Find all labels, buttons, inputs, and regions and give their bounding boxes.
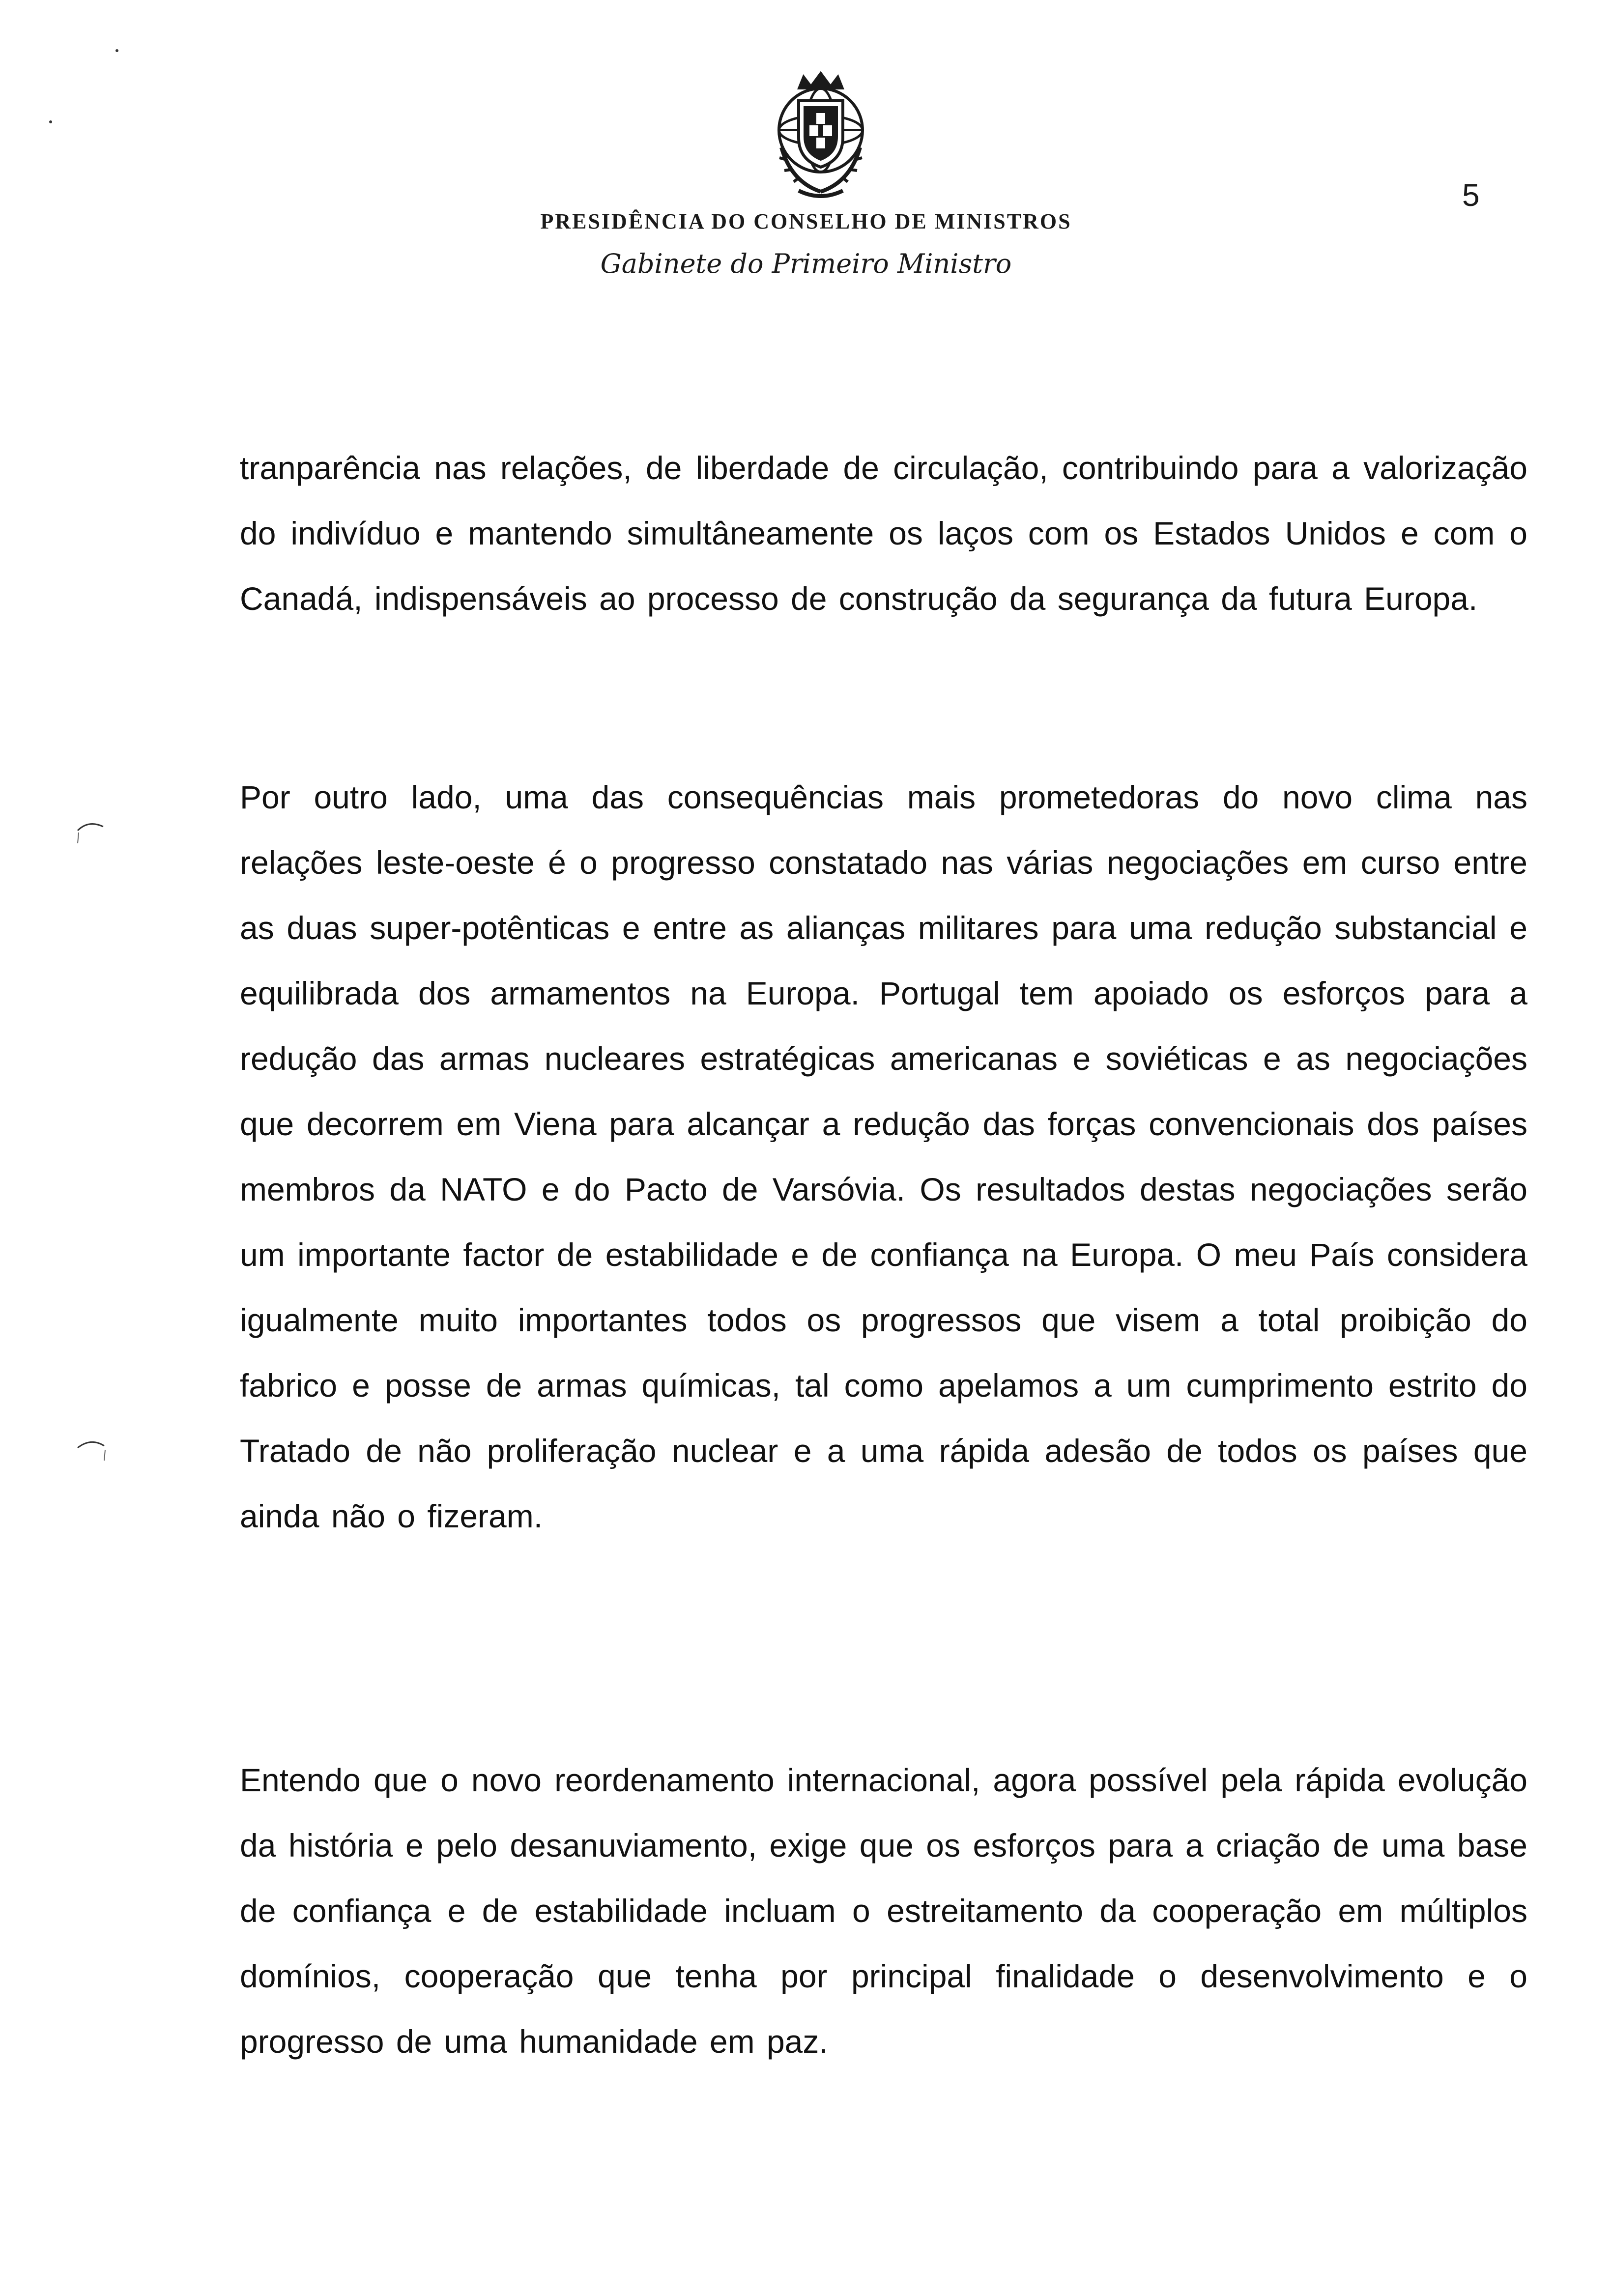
institution-name: PRESIDÊNCIA DO CONSELHO DE MINISTROS: [540, 209, 1072, 233]
page-number: 5: [1462, 177, 1480, 213]
body-paragraph-1: tranparência nas relações, de liberdade de circulação, contribuindo para a valorização do indivíduo e mantendo simultâneamente os laços com os Estados Unidos e com o Canadá, indispensáveis ao processo de construção da segurança da futura Europa.: [240, 450, 1527, 617]
body-paragraph-2: Por outro lado, uma das consequências mais prometedoras do novo clima nas relações leste-oeste é o progresso constatado nas várias negociações em curso entre as duas super-potênticas e entre as alianças militares para uma redução substancial e equilibrada dos armamentos na Europa. Portugal tem apoiado os esforços para a redução das armas nucleares estratégicas americanas e soviéticas e as negociações que decorrem em Viena para alcançar a redução das forças convencionais dos países membros da NATO e do Pacto de Varsóvia. Os resultados destas negociações serão um importante factor de estabilidade e de confiança na Europa. O meu País considera igualmente muito importantes todos os progressos que visem a total proibição do fabrico e posse de armas químicas, tal como apelamos a um cumprimento estrito do Tratado de não proliferação nuclear e a uma rápida adesão de todos os países que ainda não o fizeram.: [240, 779, 1527, 1534]
office-name: Gabinete do Primeiro Ministro: [600, 248, 1012, 279]
body-paragraph-3: Entendo que o novo reordenamento internacional, agora possível pela rápida evolução da história e pelo desanuviamento, exige que os esforços para a criação de uma base de confiança e de estabilidade incluam o estreitamento da cooperação em múltiplos domínios, cooperação que tenha por principal finalidade o desenvolvimento e o progresso de uma humanidade em paz.: [240, 1762, 1527, 2060]
scan-speck: [115, 49, 118, 52]
punch-hole-mark: [74, 816, 113, 845]
punch-hole-mark: [74, 1435, 113, 1464]
scan-speck: [49, 120, 52, 123]
coat-of-arms-emblem: [764, 69, 877, 201]
